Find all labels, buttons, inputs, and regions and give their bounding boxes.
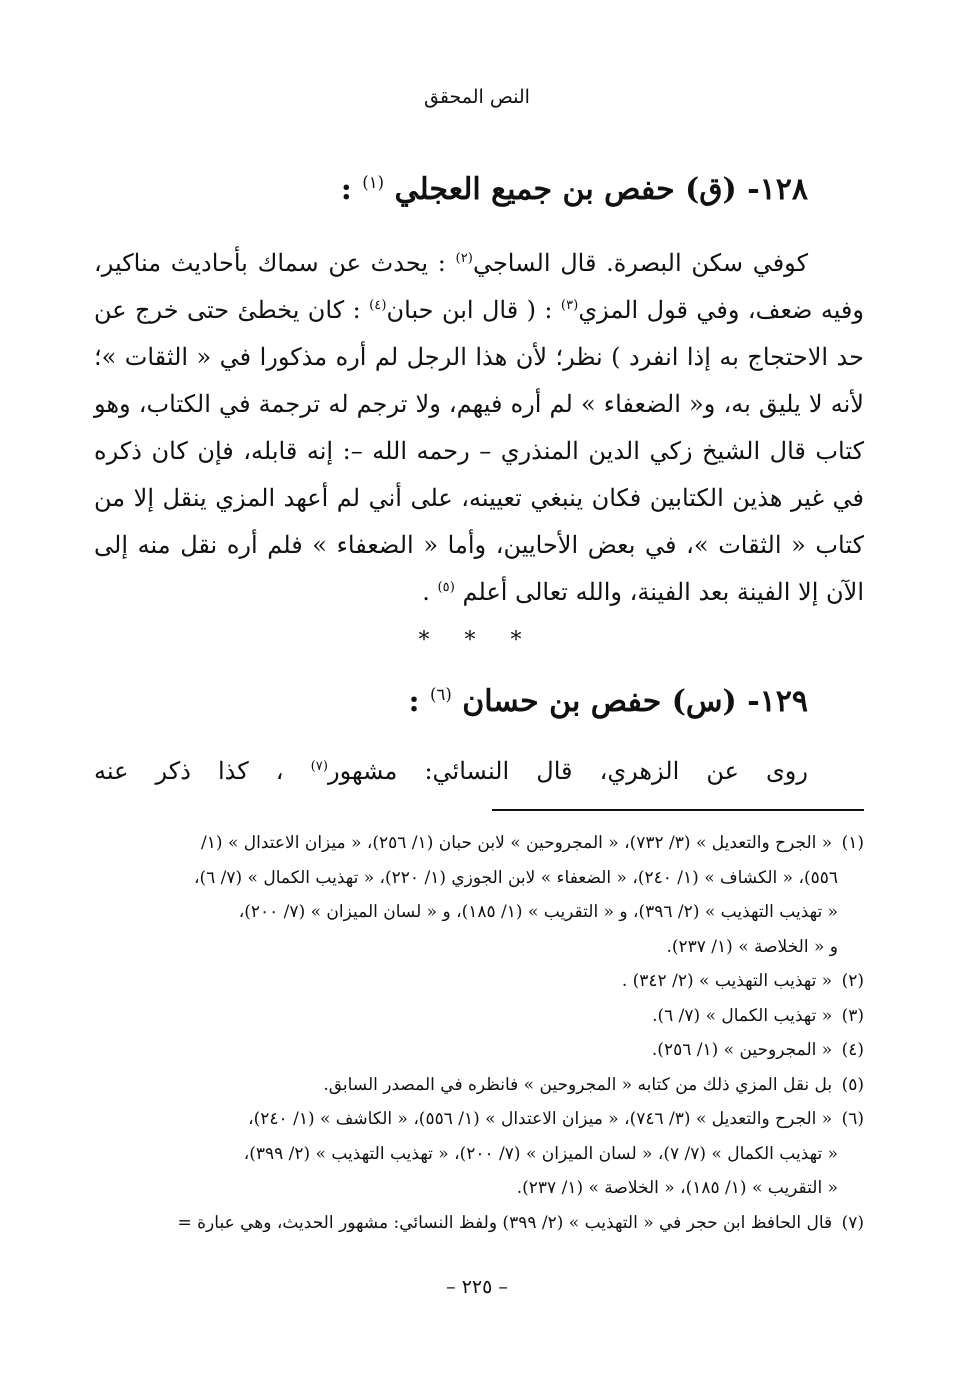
paragraph-text: : يحدث عن سماك بأحاديث مناكير، وفيه ضعف، وفي قول المزي: [94, 249, 864, 324]
entry-128-paragraph: [94, 240, 864, 616]
footnote-line: « الجرح والتعديل » (٣/ ٧٣٢)، « المجروحين » لابن حبان (١/ ٢٥٦)، « ميزان الاعتدال » (١/: [201, 833, 833, 853]
footnote-7: [86, 1206, 864, 1241]
footnote-5: [86, 1068, 864, 1103]
footnote-line: و « الخلاصة » (١/ ٢٣٧).: [666, 936, 838, 957]
entry-128-note-ref: (١): [362, 173, 385, 192]
footnote-4: [86, 1033, 864, 1068]
section-ornament: * * *: [418, 628, 536, 653]
paragraph-text: ، كذا ذكر عنه: [94, 757, 311, 785]
footnote-ref: (٢): [455, 251, 473, 266]
footnote-number: (٧): [841, 1212, 864, 1233]
paragraph-text: .: [422, 578, 438, 606]
paragraph-text: : كان يخطئ حتى خرج عن حد الاحتجاج به إذا انفرد ) نظر؛ لأن هذا الرجل لم أره مذكورا في « الثقات »؛ لأنه لا يليق به، و« الضعفاء » لم أره فيهم، ولا ترجم له ترجمة في الكتاب، وهو كتاب قال الشيخ زكي الدين المنذري – رحمه الله –: إنه قابله، فإن كان ذكره في غير هذين الكتابين فكان ينبغي تعيينه، على أني لم أعهد المزي ينقل إلا من كتاب « الثقات »، في بعض الأحايين، وأما « الضعفاء » فلم أره نقل منه إلى الآن إلا الفينة بعد الفينة، والله تعالى أعلم: [94, 296, 864, 606]
footnote-line: « تهذيب التهذيب » (٢/ ٣٩٦)، و « التقريب » (١/ ١٨٥)، و « لسان الميزان » (٧/ ٢٠٠)،: [238, 902, 838, 922]
footnote-6: [86, 1102, 864, 1206]
footnotes: [86, 826, 864, 1240]
entry-128-colon: :: [340, 172, 352, 207]
entry-129-paragraph: [94, 748, 864, 795]
footnote-number: (٢): [841, 971, 864, 991]
entry-129-number: ١٢٩-: [747, 684, 808, 719]
footnote-line: « تهذيب الكمال » (٧/ ٧)، « لسان الميزان » (٧/ ٢٠٠)، « تهذيب التهذيب » (٢/ ٣٩٩)،: [243, 1143, 838, 1164]
entry-128-body: [94, 240, 864, 616]
footnote-line: « الجرح والتعديل » (٣/ ٧٤٦)، « ميزان الاعتدال » (١/ ٥٥٦)، « الكاشف » (١/ ٢٤٠)،: [248, 1109, 833, 1129]
footnote-ref: (٤): [369, 298, 387, 313]
entry-129-body: [94, 748, 864, 795]
footnote-ref: (٣): [560, 298, 579, 313]
entry-128-code: (ق): [685, 172, 737, 207]
footnote-number: (٤): [841, 1040, 864, 1060]
footnote-number: (٦): [841, 1109, 864, 1129]
paragraph-text: : ( قال ابن حبان: [386, 296, 561, 324]
entry-129-name: حفص بن حسان: [462, 684, 662, 719]
running-header: النص المحقق: [424, 86, 530, 108]
footnote-1: [86, 826, 864, 964]
footnote-line: ٥٥٦)، « الكشاف » (١/ ٢٤٠)، « الضعفاء » لابن الجوزي (١/ ٢٢٠)، « تهذيب الكمال » (٧/ ٦)،: [193, 867, 838, 888]
footnote-line: بل نقل المزي ذلك من كتابه « المجروحين » فانظره في المصدر السابق.: [323, 1074, 833, 1095]
entry-128-name: حفص بن جميع العجلي: [394, 172, 675, 207]
entry-129-colon: :: [408, 684, 420, 719]
footnote-line: « التقريب » (١/ ١٨٥)، « الخلاصة » (١/ ٢٣٧).: [516, 1178, 838, 1198]
entry-128-title: [110, 172, 808, 208]
footnote-number: (١): [841, 833, 864, 853]
entry-129-title: [110, 684, 808, 720]
footnote-line: « تهذيب الكمال » (٧/ ٦).: [652, 1005, 833, 1026]
footnote-number: (٣): [841, 1005, 864, 1026]
footnote-3: [86, 999, 864, 1034]
footnote-number: (٥): [841, 1074, 864, 1095]
entry-128-number: ١٢٨-: [747, 172, 808, 207]
footnote-line: « المجروحين » (١/ ٢٥٦).: [651, 1040, 833, 1060]
entry-129-code: (س): [671, 684, 737, 719]
entry-129-note-ref: (٦): [430, 685, 452, 704]
paragraph-text: كوفي سكن البصرة. قال الساجي: [472, 249, 808, 277]
footnote-line: قال الحافظ ابن حجر في « التهذيب » (٢/ ٣٩٩) ولفظ النسائي: مشهور الحديث، وهي عبارة =: [177, 1212, 833, 1233]
footnote-2: [86, 964, 864, 999]
page-number: – ٢٢٥ –: [446, 1276, 508, 1298]
footnote-ref: (٥): [437, 580, 455, 595]
footnote-line: « تهذيب التهذيب » (٢/ ٣٤٢) .: [621, 971, 833, 991]
paragraph-text: روى عن الزهري، قال النسائي: مشهور: [328, 757, 808, 785]
footnote-ref: (٧): [310, 759, 329, 774]
footnote-separator: [492, 809, 864, 811]
